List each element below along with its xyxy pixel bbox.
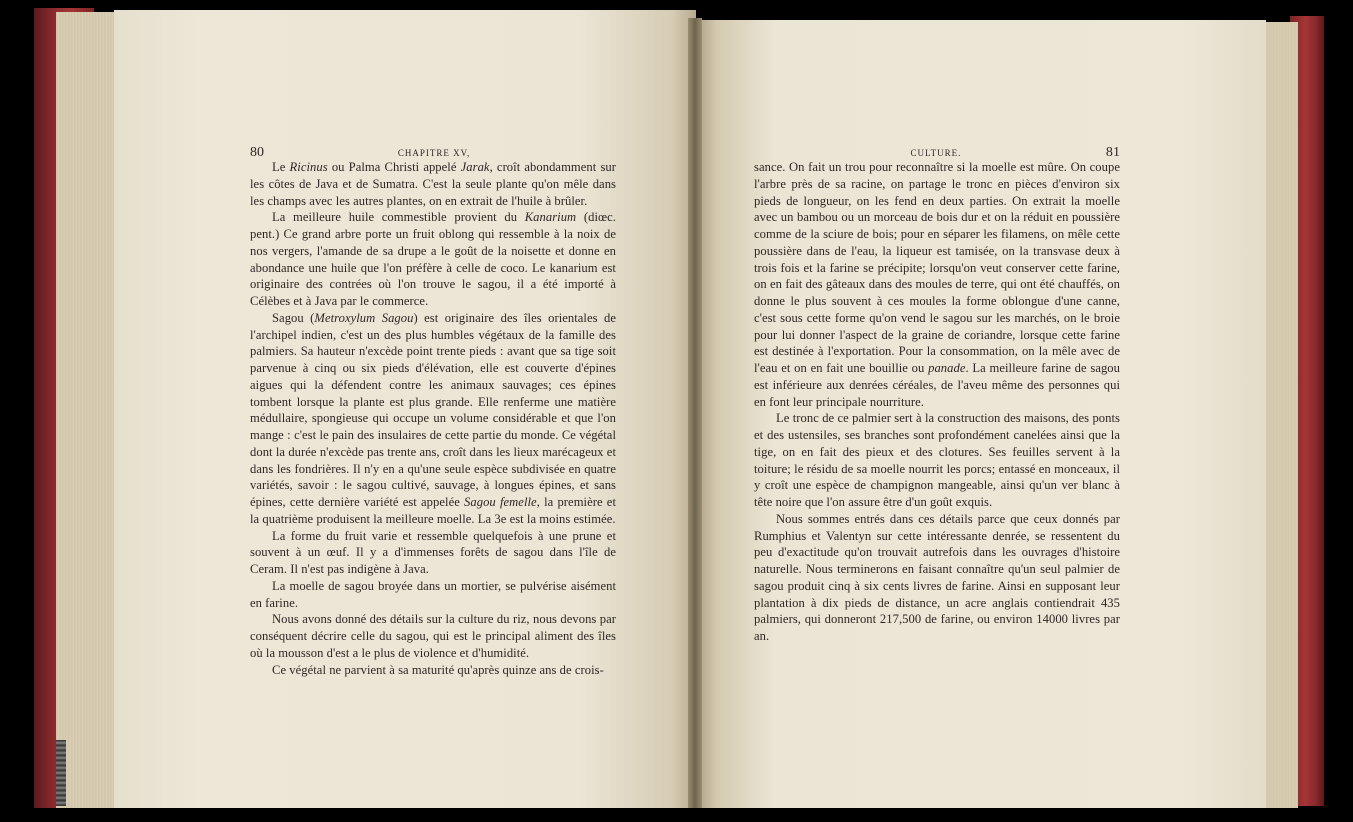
paragraph-text: , croît abondamment sur les côtes de Java et de Sumatra. C'est la seule plante qu'on mêle dans les champs avec les autres plantes, on en extrait de l'huile à brûler.: [250, 160, 616, 208]
paragraph-text: Sagou (: [272, 310, 315, 325]
italic-text: Metroxylum Sagou: [314, 310, 414, 325]
left-page-text: [250, 145, 616, 678]
paragraph-text: sance. On fait un trou pour reconnaître si la moelle est mûre. On coupe l'arbre près de sa racine, on partage le tronc en pièces d'environ six pieds de longueur, on les fend en deux parties. On extrait la moelle avec un bambou ou un morceau de bois dur et on la réduit en poussière comme de la sciure de bois; pour en séparer les filamens, on mêle cette poussière dans de l'eau, la liqueur est tamisée, on la transvase deux à trois fois et la farine se précipite; lorsqu'on veut conserver cette farine, on en fait des gâteaux dans des moules de terre, qui ont été chauffés, on donne le plus souvent à ces moules la forme oblongue d'une canne, c'est sous cette forme qu'on vend le sagou sur les marchés, on le broie pour lui donner l'aspect de la graine de coriandre, lorsque cette farine est destinée à l'exportation. Pour la consommation, on la mêle avec de l'eau et on en fait une bouillie ou: [754, 160, 1120, 375]
left-page-number: 80: [250, 145, 265, 160]
paragraph: [250, 528, 616, 578]
italic-text: Kanarium: [524, 210, 577, 225]
paragraph: [754, 159, 1120, 410]
paragraph-text: Le tronc de ce palmier sert à la construction des maisons, des ponts et des ustensiles, ses branches sont profondément canelées ainsi que la tige, on en fait des pieux et des clotures. Ses feuilles servent à la toiture; le résidu de sa moelle nourrit les porcs; entassé en monceaux, il y croît une espèce de champignon mangeable, ainsi qu'un ver blanc à tête noire que l'on assure être d'un goût exquis.: [754, 411, 1120, 509]
paragraph-text: (diœc. pent.) Ce grand arbre porte un fruit oblong qui ressemble à la noix de nos vergers, l'amande de sa drupe a le goût de la noisette et donne en abondance une huile que l'on préfère à celle de coco. Le kanarium est originaire des contrées où l'on trouve le sagou, il a été importé à Célèbes et à Java par le commerce.: [250, 210, 616, 308]
paragraph-text: Nous sommes entrés dans ces détails parce que ceux donnés par Rumphius et Valentyn sur cette intéressante denrée, se ressentent du peu d'exactitude qu'on trouvait autrefois dans les ouvrages d'histoire naturelle. Nous terminerons en faisant connaître qu'un seul palmier de sagou produit cinq à six cents livres de farine. Ainsi en supposant leur plantation à dix pieds de distance, un acre anglais contiendrait 435 palmiers, qui donneront 217,500 de farine, ou environ 14000 livres par an.: [754, 511, 1120, 643]
paragraph: [250, 209, 616, 310]
paragraph: [250, 578, 616, 612]
paragraph-text: ) est originaire des îles orientales de l'archipel indien, c'est un des plus humbles végétaux de la famille des palmiers. Sa hauteur n'excède point trente pieds : avant que sa tige soit parvenue à cinq ou six pieds d'élévation, elle est couverte d'épines aigues qui la défendent contre les animaux sauvages; ces épines tombent lorsque la plante est plus grande. Elle renferme une matière médullaire, spongieuse qui occupe un volume considérable et que l'on mange : c'est le pain des insulaires de cette partie du monde. Ce végétal dont la durée n'excède pas trente ans, croît dans les lieux marécageux et dans les fondrières. Il n'y en a qu'une seule espèce subdivisée en quatre variétés, savoir : le sagou cultivé, sauvage, à longues épines, et sans épines, cette dernière variété est appelée: [250, 310, 616, 509]
right-running-head: [754, 145, 1120, 159]
left-page-body: [250, 159, 616, 678]
italic-text: Jarak: [460, 160, 490, 174]
left-running-head: [250, 145, 616, 159]
paragraph-text: La forme du fruit varie et ressemble quelquefois à une prune et souvent à un œuf. Il y a d'immenses forêts de sagou dans l'île de Ceram. Il n'est pas indigène à Java.: [250, 528, 616, 576]
paragraph-text: ou Palma Christi appelé: [327, 160, 461, 174]
color-calibration-strip: [56, 740, 66, 806]
paragraph: [250, 310, 616, 528]
paragraph: [754, 410, 1120, 511]
right-running-title: CULTURE.: [910, 148, 962, 158]
paragraph-text: , la première et la quatrième produisent la meilleure moelle. La 3e est la moins estimée.: [250, 495, 616, 526]
paragraph-text: . La meilleure farine de sagou est inférieure aux denrées céréales, de l'aveu même des personnes qui en font leur principale nourriture.: [754, 361, 1121, 409]
paragraph-text: Ce végétal ne parvient à sa maturité qu'après quinze ans de crois-: [272, 662, 604, 677]
italic-text: panade: [928, 361, 966, 375]
paragraph-text: Le: [272, 160, 290, 174]
paragraph-text: Nous avons donné des détails sur la culture du riz, nous devons par conséquent décrire celle du sagou, qui est le principal aliment des îles où la mousson d'est a le plus de violence et d'humidité.: [250, 612, 616, 660]
italic-text: Ricinus: [289, 160, 328, 174]
left-running-title: CHAPITRE XV,: [397, 148, 471, 158]
paragraph: [754, 511, 1120, 645]
italic-text: Sagou femelle: [464, 495, 537, 509]
right-page-edges: [1262, 22, 1298, 808]
paragraph-text: La meilleure huile commestible provient du: [272, 210, 525, 225]
paragraph: [250, 662, 616, 679]
book-gutter: [688, 18, 702, 808]
left-page-edges: [56, 12, 118, 808]
right-page-body: [754, 159, 1120, 645]
right-page-number: 81: [1105, 145, 1120, 160]
right-page-text: [754, 145, 1120, 645]
paragraph: [250, 611, 616, 661]
paragraph-text: La moelle de sagou broyée dans un mortier, se pulvérise aisément en farine.: [250, 578, 616, 610]
paragraph: [250, 159, 616, 209]
